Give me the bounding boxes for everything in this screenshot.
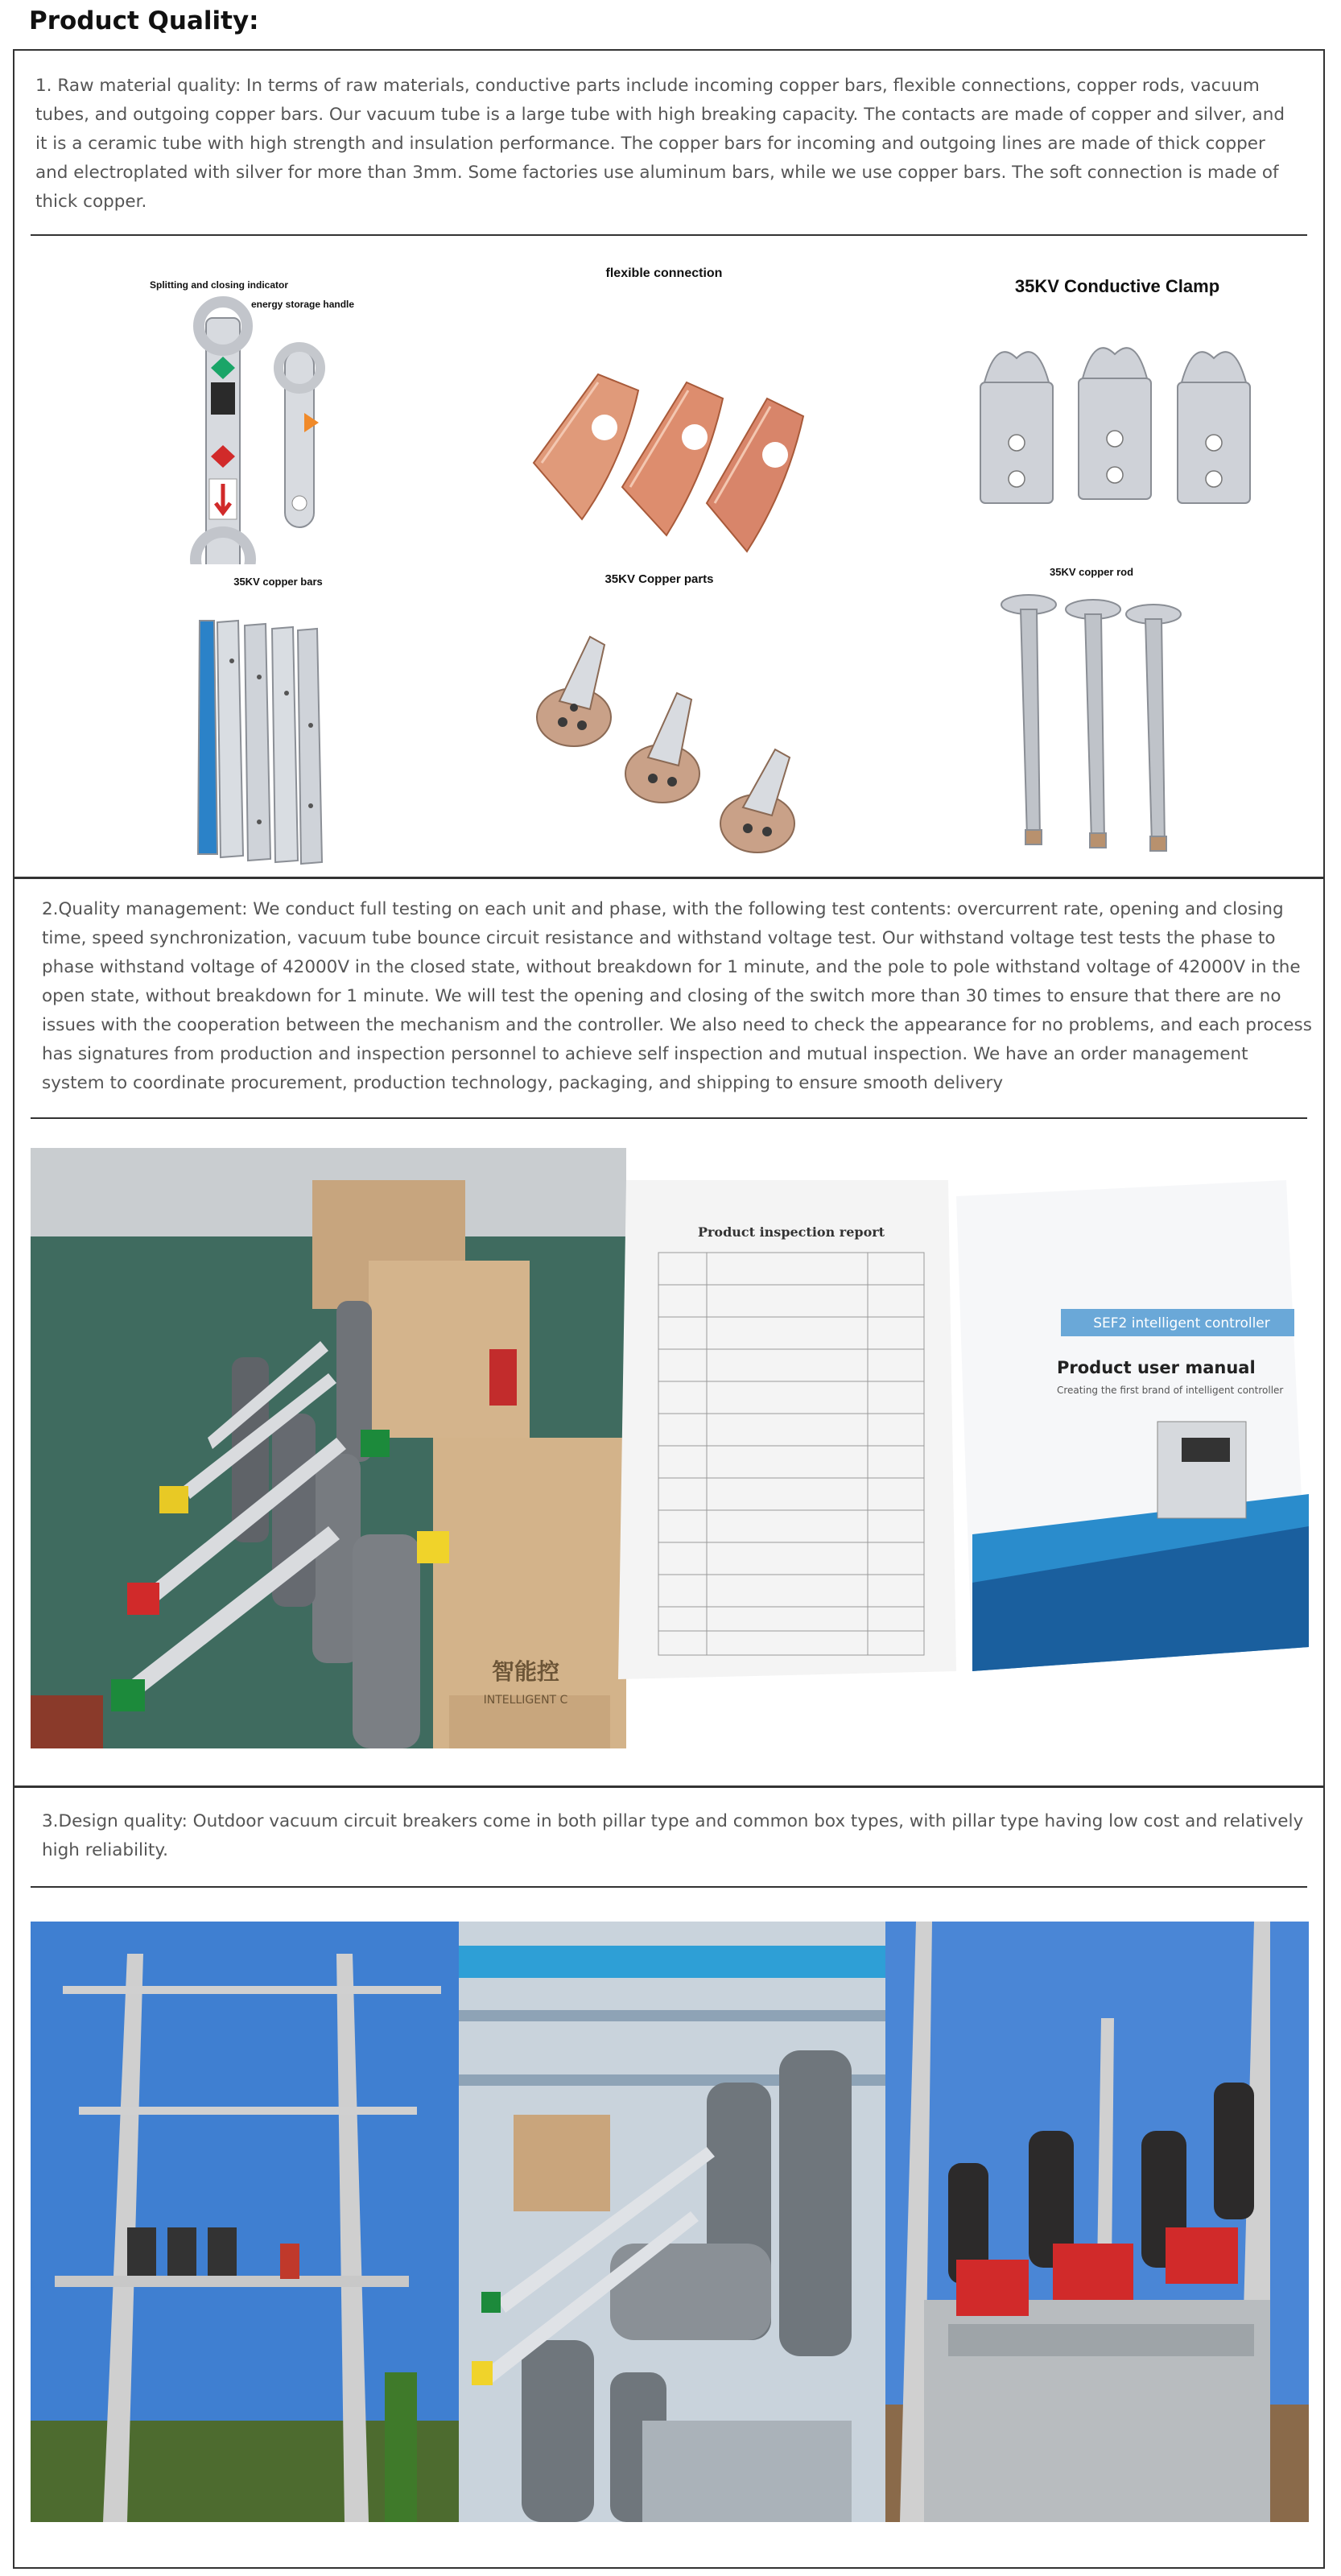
flexible-connection-image [501,262,831,601]
quality-management-text: 2.Quality management: We conduct full testing on each unit and phase, with the following test contents: overcurrent rate, opening and closing time, speed synchronization, vacuum tube bounce circuit resistance and withstand voltage test. Our withstand voltage test tests the phase to phase withstand voltage of 42000V in the closed state, without breakdown for 1 minute, and the pole to pole withstand voltage of 42000V in the open state, without breakdown for 1 minute. We will test the opening and closing of the switch more than 30 times to ensure that there are no issues with the cooperation between the mechanism and the controller. We also need to check the appearance for no problems, and each process has signatures from production and inspection personnel to achieve self inspection and mutual inspection. We have an order management system to coordinate procurement, production technology, packaging, and shipping to ensure smooth delivery [42,899,1312,1093]
divider [31,1886,1307,1888]
manual-subtitle: Creating the first brand of intelligent controller [1057,1385,1284,1396]
indicator-caption: Splitting and closing indicator [150,279,289,291]
rod-caption: 35KV copper rod [1049,566,1134,578]
installation-photos-drawing [31,1922,1309,2522]
design-quality-text: 3.Design quality: Outdoor vacuum circuit breakers come in both pillar type and common box types, with pillar type having low cost and relatively high reliability. [42,1811,1304,1860]
conductive-clamp-drawing [948,262,1286,568]
copper-parts-drawing [501,564,831,870]
copper-rod-drawing [980,564,1214,870]
indicator-handle-drawing [135,262,377,601]
copper-parts-image [501,564,831,870]
manual-title: Product user manual [1057,1358,1256,1377]
flexible-connection-drawing [501,262,831,601]
report-title: Product inspection report [697,1224,885,1240]
copper-bars-drawing [175,564,381,870]
page-title: Product Quality: [29,6,259,35]
handle-caption: energy storage handle [251,299,355,310]
conductive-clamp-image [948,262,1286,568]
section-raw-material [13,49,1325,878]
factory-photo-drawing [31,1148,1309,1748]
raw-material-text: 1. Raw material quality: In terms of raw materials, conductive parts include incoming copper bars, flexible connections, copper rods, vacuum tubes, and outgoing copper bars. Our vacuum tube is a large tube with high breaking capacity. The contacts are made of copper and silver, and it is a ceramic tube with high strength and insulation performance. The copper bars for incoming and outgoing lines are made of thick copper and electroplated with silver for more than 3mm. Some factories use aluminum bars, while we use copper bars. The soft connection is made of thick copper. [35,76,1285,212]
copper-bars-image [175,564,381,870]
box-text-cn: 智能控 [491,1658,560,1685]
installation-photos [31,1922,1309,2522]
section-design-quality [13,1786,1325,2569]
factory-photo [31,1148,1309,1748]
box-text-en: INTELLIGENT C [483,1694,568,1707]
indicator-handle-image [135,262,377,601]
bars-caption: 35KV copper bars [233,576,323,588]
clamp-caption: 35KV Conductive Clamp [1014,276,1220,296]
flexible-caption: flexible connection [605,266,723,280]
section-quality-management [13,877,1325,1787]
manual-badge: SEF2 intelligent controller [1093,1315,1270,1331]
parts-caption: 35KV Copper parts [604,572,714,586]
divider [31,1117,1307,1119]
divider [31,234,1307,236]
copper-rod-image [980,564,1214,870]
